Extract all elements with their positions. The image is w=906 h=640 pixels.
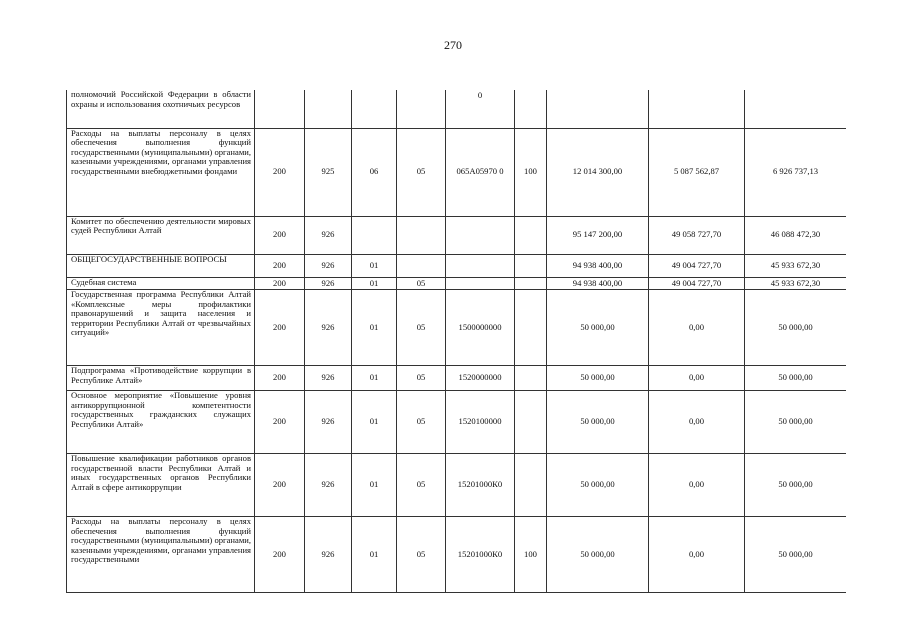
- amount-2-cell: 49 004 727,70: [649, 254, 745, 277]
- admin-code-cell: 200: [255, 517, 305, 593]
- row-name-cell: Комитет по обеспечению деятельности мировых судей Республики Алтай: [67, 216, 255, 254]
- admin-code-cell: 200: [255, 277, 305, 290]
- row-name-cell: Подпрограмма «Противодействие коррупции в Республике Алтай»: [67, 366, 255, 391]
- row-name-cell: Судебная система: [67, 277, 255, 290]
- amount-2-cell: [649, 90, 745, 128]
- amount-3-cell: 50 000,00: [745, 517, 847, 593]
- admin-code-cell: 200: [255, 216, 305, 254]
- section-code-cell: 01: [352, 290, 397, 366]
- expense-type-cell: [515, 90, 547, 128]
- department-code-cell: 926: [305, 454, 352, 517]
- target-article-cell: 15201000К0: [446, 517, 515, 593]
- department-code-cell: 926: [305, 391, 352, 454]
- amount-1-cell: 50 000,00: [547, 290, 649, 366]
- table-row: [67, 391, 847, 454]
- row-name-cell: полномочий Российской Федерации в области охраны и использования охотничьих ресурсов: [67, 90, 255, 128]
- amount-2-cell: 0,00: [649, 391, 745, 454]
- department-code-cell: 925: [305, 128, 352, 216]
- department-code-cell: 926: [305, 277, 352, 290]
- row-name-cell: Основное мероприятие «Повышение уровня антикоррупционной компетентности государственных гражданских служащих Республики Алтай»: [67, 391, 255, 454]
- admin-code-cell: 200: [255, 290, 305, 366]
- amount-1-cell: 50 000,00: [547, 454, 649, 517]
- amount-2-cell: 5 087 562,87: [649, 128, 745, 216]
- department-code-cell: 926: [305, 290, 352, 366]
- table-row: [67, 128, 847, 216]
- amount-1-cell: 50 000,00: [547, 366, 649, 391]
- table-row: [67, 290, 847, 366]
- section-code-cell: [352, 90, 397, 128]
- subsection-code-cell: [397, 90, 446, 128]
- expense-type-cell: [515, 391, 547, 454]
- amount-3-cell: [745, 90, 847, 128]
- budget-table: [66, 90, 846, 593]
- amount-2-cell: 0,00: [649, 517, 745, 593]
- target-article-cell: 1520100000: [446, 391, 515, 454]
- target-article-cell: [446, 277, 515, 290]
- subsection-code-cell: 05: [397, 391, 446, 454]
- expense-type-cell: [515, 290, 547, 366]
- amount-3-cell: 45 933 672,30: [745, 254, 847, 277]
- amount-3-cell: 50 000,00: [745, 290, 847, 366]
- amount-2-cell: 49 004 727,70: [649, 277, 745, 290]
- expense-type-cell: [515, 216, 547, 254]
- row-name-cell: Повышение квалификации работников органов государственной власти Республики Алтай и иных государственных органов Республики Алтай в сфере антикоррупции: [67, 454, 255, 517]
- admin-code-cell: 200: [255, 391, 305, 454]
- department-code-cell: 926: [305, 216, 352, 254]
- section-code-cell: 06: [352, 128, 397, 216]
- amount-3-cell: 6 926 737,13: [745, 128, 847, 216]
- section-code-cell: 01: [352, 366, 397, 391]
- amount-1-cell: 50 000,00: [547, 517, 649, 593]
- target-article-cell: 1520000000: [446, 366, 515, 391]
- amount-1-cell: 95 147 200,00: [547, 216, 649, 254]
- expense-type-cell: [515, 254, 547, 277]
- page-number: 270: [444, 38, 462, 52]
- subsection-code-cell: 05: [397, 128, 446, 216]
- table-row: [67, 277, 847, 290]
- row-name-cell: Расходы на выплаты персоналу в целях обеспечения выполнения функций государственными (муниципальными) органами, казенными учреждениями, органами управления государственными внебюджетными фондами: [67, 128, 255, 216]
- target-article-cell: [446, 216, 515, 254]
- admin-code-cell: [255, 90, 305, 128]
- target-article-cell: 065А05970 0: [446, 128, 515, 216]
- table-row: [67, 366, 847, 391]
- amount-2-cell: 49 058 727,70: [649, 216, 745, 254]
- amount-2-cell: 0,00: [649, 366, 745, 391]
- section-code-cell: 01: [352, 277, 397, 290]
- admin-code-cell: 200: [255, 454, 305, 517]
- amount-1-cell: 50 000,00: [547, 391, 649, 454]
- target-article-cell: 0: [446, 90, 515, 128]
- amount-3-cell: 50 000,00: [745, 454, 847, 517]
- expense-type-cell: [515, 277, 547, 290]
- table-row: [67, 90, 847, 128]
- expense-type-cell: [515, 454, 547, 517]
- amount-2-cell: 0,00: [649, 454, 745, 517]
- table-row: [67, 454, 847, 517]
- target-article-cell: 1500000000: [446, 290, 515, 366]
- department-code-cell: 926: [305, 517, 352, 593]
- amount-3-cell: 50 000,00: [745, 391, 847, 454]
- section-code-cell: 01: [352, 454, 397, 517]
- row-name-cell: Расходы на выплаты персоналу в целях обеспечения выполнения функций государственными (муниципальными) органами, казенными учреждениями, органами управления государственными: [67, 517, 255, 593]
- department-code-cell: [305, 90, 352, 128]
- target-article-cell: 15201000К0: [446, 454, 515, 517]
- budget-table-container: [66, 90, 846, 640]
- table-row: [67, 254, 847, 277]
- admin-code-cell: 200: [255, 128, 305, 216]
- amount-2-cell: 0,00: [649, 290, 745, 366]
- subsection-code-cell: 05: [397, 454, 446, 517]
- subsection-code-cell: [397, 254, 446, 277]
- expense-type-cell: 100: [515, 517, 547, 593]
- table-row: [67, 517, 847, 593]
- subsection-code-cell: 05: [397, 277, 446, 290]
- amount-1-cell: 94 938 400,00: [547, 254, 649, 277]
- expense-type-cell: [515, 366, 547, 391]
- amount-3-cell: 46 088 472,30: [745, 216, 847, 254]
- row-name-cell: ОБЩЕГОСУДАРСТВЕННЫЕ ВОПРОСЫ: [67, 254, 255, 277]
- table-body: [67, 90, 847, 593]
- admin-code-cell: 200: [255, 254, 305, 277]
- amount-1-cell: 12 014 300,00: [547, 128, 649, 216]
- amount-3-cell: 50 000,00: [745, 366, 847, 391]
- department-code-cell: 926: [305, 366, 352, 391]
- section-code-cell: 01: [352, 517, 397, 593]
- subsection-code-cell: 05: [397, 517, 446, 593]
- subsection-code-cell: 05: [397, 290, 446, 366]
- section-code-cell: 01: [352, 254, 397, 277]
- section-code-cell: [352, 216, 397, 254]
- table-row: [67, 216, 847, 254]
- admin-code-cell: 200: [255, 366, 305, 391]
- row-name-cell: Государственная программа Республики Алтай «Комплексные меры профилактики правонарушений и защита населения и территории Республики Алтай от чрезвычайных ситуаций»: [67, 290, 255, 366]
- amount-3-cell: 45 933 672,30: [745, 277, 847, 290]
- target-article-cell: [446, 254, 515, 277]
- amount-1-cell: 94 938 400,00: [547, 277, 649, 290]
- section-code-cell: 01: [352, 391, 397, 454]
- subsection-code-cell: 05: [397, 366, 446, 391]
- subsection-code-cell: [397, 216, 446, 254]
- department-code-cell: 926: [305, 254, 352, 277]
- amount-1-cell: [547, 90, 649, 128]
- expense-type-cell: 100: [515, 128, 547, 216]
